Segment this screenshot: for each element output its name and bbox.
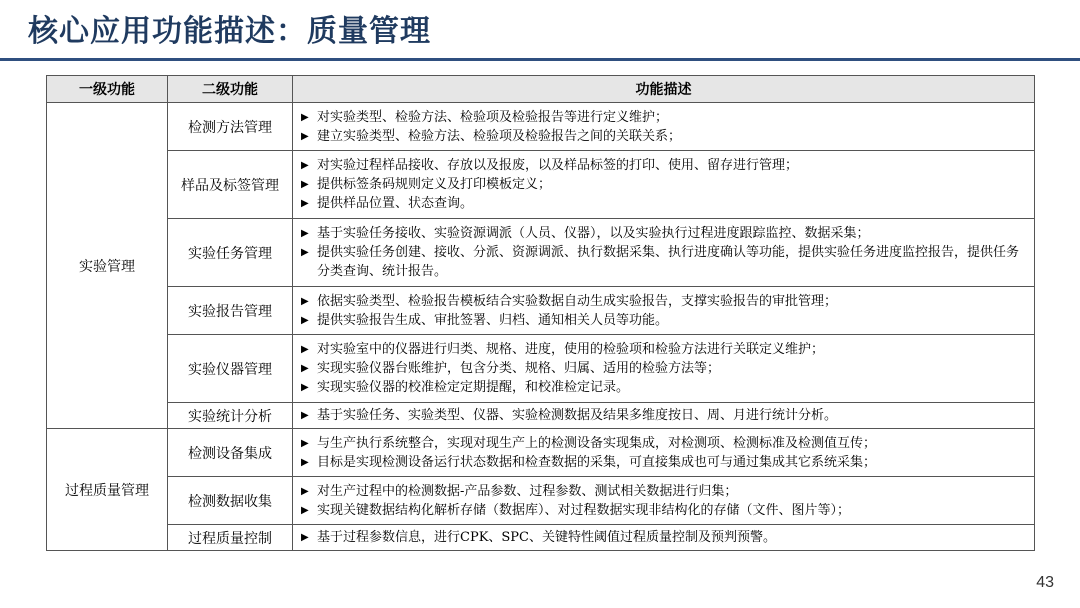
description-text: 实现实验仪器的校准检定定期提醒，和校准检定记录。: [317, 380, 630, 395]
bullet-triangle-icon: ▶: [301, 111, 309, 123]
table-row: [47, 525, 1035, 551]
description-item: [301, 311, 1030, 330]
table-row: [47, 103, 1035, 151]
table-row: [47, 151, 1035, 219]
description-item: [301, 528, 1030, 547]
table-header-row: [47, 76, 1035, 103]
description-item: [301, 156, 1030, 175]
level2-cell: 实验报告管理: [168, 287, 293, 335]
description-text: 基于过程参数信息，进行CPK、SPC、关键特性阈值过程质量控制及预判预警。: [317, 530, 777, 545]
description-text: 对实验类型、检验方法、检验项及检验报告等进行定义维护；: [317, 109, 669, 125]
description-item: [301, 406, 1030, 425]
description-item: [301, 292, 1030, 311]
description-text: 提供样品位置、状态查询。: [317, 196, 474, 211]
description-item: [301, 453, 1030, 472]
description-text: 实现关键数据结构化解析存储（数据库）、对过程数据实现非结构化的存储（文件、图片等）；: [317, 502, 851, 518]
level2-cell: 检测方法管理: [168, 103, 293, 151]
description-cell: [293, 403, 1035, 429]
table-row: [47, 403, 1035, 429]
bullet-triangle-icon: ▶: [301, 247, 309, 258]
level2-cell: 检测数据收集: [168, 477, 293, 525]
description-item: [301, 340, 1030, 359]
bullet-triangle-icon: ▶: [301, 179, 309, 190]
description-text: 目标是实现检测设备运行状态数据和检查数据的采集，可直接集成也可与通过集成其它系统采集；: [317, 454, 877, 470]
description-text: 提供实验报告生成、审批签署、归档、通知相关人员等功能。: [317, 312, 669, 328]
description-item: [301, 175, 1030, 194]
level2-cell: 检测设备集成: [168, 429, 293, 477]
bullet-triangle-icon: ▶: [301, 382, 309, 393]
description-cell: [293, 525, 1035, 551]
level2-cell: 实验任务管理: [168, 219, 293, 287]
description-item: [301, 378, 1030, 397]
bullet-triangle-icon: ▶: [301, 437, 309, 449]
header-description: 功能描述: [293, 76, 1035, 103]
description-item: [301, 501, 1030, 520]
description-text: 提供实验任务创建、接收、分派、资源调派、执行数据采集、执行进度确认等功能，提供实验任务进度监控报告，提供任务分类查询、统计报告。: [317, 245, 1020, 279]
description-item: [301, 108, 1030, 127]
description-item: [301, 482, 1030, 501]
description-text: 依据实验类型、检验报告模板结合实验数据自动生成实验报告，支撑实验报告的审批管理；: [317, 293, 838, 309]
bullet-triangle-icon: ▶: [301, 485, 309, 497]
description-item: [301, 127, 1030, 146]
bullet-triangle-icon: ▶: [301, 130, 309, 142]
header-level2: 二级功能: [168, 76, 293, 103]
level1-cell: 实验管理: [47, 103, 168, 429]
table-row: [47, 219, 1035, 287]
title-divider: [0, 58, 1080, 61]
description-cell: [293, 335, 1035, 403]
header-level1: 一级功能: [47, 76, 168, 103]
description-cell: [293, 287, 1035, 335]
page-number: 43: [1036, 574, 1054, 591]
description-cell: [293, 103, 1035, 151]
level2-cell: 实验仪器管理: [168, 335, 293, 403]
description-item: [301, 224, 1030, 243]
level2-cell: 实验统计分析: [168, 403, 293, 429]
description-cell: [293, 429, 1035, 477]
level2-cell: 样品及标签管理: [168, 151, 293, 219]
table-row: [47, 335, 1035, 403]
description-item: [301, 243, 1030, 281]
bullet-triangle-icon: ▶: [301, 410, 309, 421]
bullet-triangle-icon: ▶: [301, 295, 309, 307]
description-text: 对生产过程中的检测数据-产品参数、过程参数、测试相关数据进行归集；: [317, 483, 738, 499]
bullet-triangle-icon: ▶: [301, 532, 309, 543]
level2-cell: 过程质量控制: [168, 525, 293, 551]
description-text: 对实验过程样品接收、存放以及报废，以及样品标签的打印、使用、留存进行管理；: [317, 158, 799, 173]
bullet-triangle-icon: ▶: [301, 314, 309, 326]
level1-cell: 过程质量管理: [47, 429, 168, 551]
function-table: [46, 75, 1035, 551]
bullet-triangle-icon: ▶: [301, 198, 309, 209]
description-item: [301, 359, 1030, 378]
description-text: 与生产执行系统整合，实现对现生产上的检测设备实现集成，对检测项、检测标准及检测值互传；: [317, 435, 877, 451]
bullet-triangle-icon: ▶: [301, 228, 309, 239]
bullet-triangle-icon: ▶: [301, 160, 309, 171]
table-row: [47, 477, 1035, 525]
description-cell: [293, 219, 1035, 287]
page-title: 核心应用功能描述：质量管理: [28, 14, 431, 49]
description-cell: [293, 151, 1035, 219]
description-text: 对实验室中的仪器进行归类、规格、进度，使用的检验项和检验方法进行关联定义维护；: [317, 342, 825, 357]
description-item: [301, 434, 1030, 453]
description-item: [301, 194, 1030, 213]
description-text: 提供标签条码规则定义及打印模板定义；: [317, 177, 552, 192]
description-text: 基于实验任务接收、实验资源调派（人员、仪器），以及实验执行过程进度跟踪监控、数据采集；: [317, 226, 870, 241]
bullet-triangle-icon: ▶: [301, 363, 309, 374]
table-row: [47, 429, 1035, 477]
bullet-triangle-icon: ▶: [301, 344, 309, 355]
bullet-triangle-icon: ▶: [301, 504, 309, 516]
description-cell: [293, 477, 1035, 525]
description-text: 建立实验类型、检验方法、检验项及检验报告之间的关联关系；: [317, 128, 682, 144]
bullet-triangle-icon: ▶: [301, 456, 309, 468]
table-row: [47, 287, 1035, 335]
description-text: 实现实验仪器台账维护，包含分类、规格、归属、适用的检验方法等；: [317, 361, 721, 376]
description-text: 基于实验任务、实验类型、仪器、实验检测数据及结果多维度按日、周、月进行统计分析。: [317, 408, 838, 423]
